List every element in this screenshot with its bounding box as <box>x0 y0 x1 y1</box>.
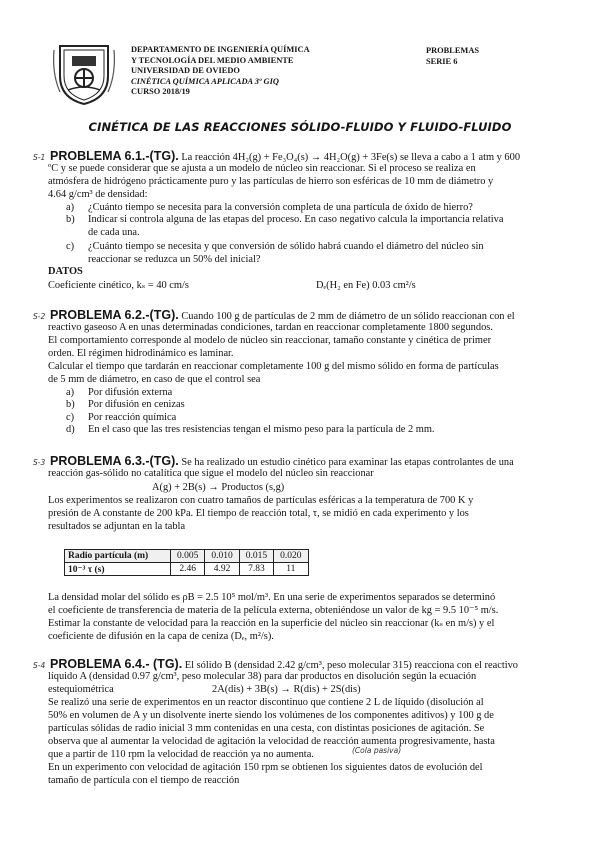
series-header <box>426 45 479 67</box>
problem-6-1-heading: PROBLEMA 6.1.-(TG). <box>50 149 179 163</box>
item-text: Por difusión externa <box>88 387 173 398</box>
item-text: reaccionar se reduzca un 50% del inicial? <box>88 253 261 265</box>
problem-text-line: La reacción 4H₂(g) + Fe₃O₄(s) → 4H₂O(g) + 3Fe(s) se lleva a cabo a 1 atm y 600 <box>181 152 521 163</box>
problem-text-line: que a partir de 110 rpm la velocidad de reacción ya no aumenta. <box>48 749 314 760</box>
margin-note: S-4 <box>33 661 46 670</box>
list-item <box>66 424 435 436</box>
list-item <box>66 387 435 399</box>
item-text: de cada una. <box>88 226 140 238</box>
item-label: b) <box>66 399 75 411</box>
table-cell: 4.92 <box>205 563 239 576</box>
table-cell: 0.010 <box>205 550 239 563</box>
item-label: a) <box>66 202 75 213</box>
problem-text-line: coeficiente de difusión en la capa de ceniza (Dₑ, m²/s). <box>48 631 274 642</box>
problem-text-line: partículas sólidas de radio inicial 3 mm contenidas en una cesta, con distintas posiciones de agitación. Se <box>48 723 485 734</box>
table-row <box>65 550 309 563</box>
item-text: Indicar si controla alguna de las etapas del proceso. En caso negativo calcula la importancia relativa <box>88 214 504 226</box>
margin-note: S-2 <box>33 312 46 321</box>
table-cell: 11 <box>274 563 308 576</box>
problem-text-line: Se ha realizado un estudio cinético para examinar las etapas controlantes de una <box>181 457 514 468</box>
item-label: c) <box>66 411 75 423</box>
problem-text-line: 4.64 g/cm³ de densidad: <box>48 189 148 200</box>
table-header-cell: Radio partícula (m) <box>65 550 171 563</box>
problem-6-2-heading: PROBLEMA 6.2.-(TG). <box>50 308 179 322</box>
table-cell: 0.015 <box>239 550 273 563</box>
item-text: Por reacción química <box>88 411 177 423</box>
problem-text-line: reactivo gaseoso A en unas determinadas condiciones, tardan en reaccionar completamente 1800 segundos. <box>48 322 493 333</box>
problem-6-3-heading: PROBLEMA 6.3.-(TG). <box>50 454 179 468</box>
problem-text-line: Los experimentos se realizaron con cuatro tamaños de partículas esféricas a la temperatura de 700 K y <box>48 495 474 506</box>
dept-line: Y TECNOLOGÍA DEL MEDIO AMBIENTE <box>131 55 294 65</box>
problem-text-line: observa que al aumentar la velocidad de agitación la velocidad de reacción aumenta progresivamente, hasta <box>48 736 495 747</box>
item-text: Por difusión en cenizas <box>88 399 185 411</box>
dept-line: DEPARTAMENTO DE INGENIERÍA QUÍMICA <box>131 45 310 54</box>
list-item <box>66 214 503 239</box>
problem-text-line: 50% en volumen de A y un disolvente inerte siendo los volúmenes de los componentes aditivos) y 100 g de <box>48 710 494 721</box>
problem-text-line: atmósfera de hidrógeno prácticamente puro y las partículas de hierro son esféricas de 10 mm de diámetro y <box>48 176 494 187</box>
problem-text-line: de 5 mm de diámetro, en caso de que el control sea <box>48 374 261 385</box>
item-text: ¿Cuánto tiempo se necesita para la conversión completa de una partícula de óxido de hierro? <box>88 202 473 213</box>
list-item <box>66 412 435 424</box>
problem-text-line: Calcular el tiempo que tardarán en reaccionar completamente 100 g del mismo sólido en forma de partículas <box>48 361 499 372</box>
list-item <box>66 202 503 214</box>
item-label: b) <box>66 214 75 226</box>
series-label: SERIE 6 <box>426 57 458 66</box>
reaction-equation: 2A(dis) + 3B(s) → R(dis) + 2S(dis) <box>212 684 361 695</box>
table-cell: 0.020 <box>274 550 308 563</box>
problem-text-line: En un experimento con velocidad de agitación 150 rpm se obtienen los siguientes datos de evolución del <box>48 762 483 773</box>
department-header <box>131 45 411 98</box>
list-item <box>66 399 435 411</box>
problem-text-line: orden. El régimen hidrodinámico es laminar. <box>48 348 234 359</box>
margin-note: S-1 <box>33 153 46 162</box>
data-table <box>64 549 309 576</box>
item-label: c) <box>66 241 75 253</box>
university-seal-icon <box>52 40 116 106</box>
page-title: CINÉTICA DE LAS REACCIONES SÓLIDO-FLUIDO Y FLUIDO-FLUIDO <box>88 120 512 134</box>
reaction-equation: A(g) + 2B(s) → Productos (s,g) <box>152 482 285 493</box>
problem-text-line: el coeficiente de transferencia de materia de la película externa, obteniéndose un valor de kg = 9.5 10⁻⁵ m/s. <box>48 605 499 616</box>
problem-6-1-questions <box>66 202 503 266</box>
table-header-cell: 10⁻³ τ (s) <box>65 563 171 576</box>
problem-text-line: Cuando 100 g de partículas de 2 mm de diámetro de un sólido reaccionan con el <box>181 311 515 322</box>
table-cell: 0.005 <box>171 550 205 563</box>
table-cell: 7.83 <box>239 563 273 576</box>
handwritten-note: (Cola pasiva) <box>352 746 402 755</box>
problem-text-line: Se realizó una serie de experimentos en un reactor discontinuo que contiene 2 L de líquido (disolución al <box>48 697 484 708</box>
table-row <box>65 563 309 576</box>
margin-note: S-3 <box>33 458 46 467</box>
doc-type: PROBLEMAS <box>426 46 480 55</box>
problem-text-line: El sólido B (densidad 2.42 g/cm³, peso molecular 315) reacciona con el reactivo <box>184 660 518 671</box>
problem-text-line: líquido A (densidad 0.97 g/cm³, peso molecular 38) para dar productos en disolución según la ecuación <box>48 671 477 682</box>
list-item <box>66 241 503 266</box>
problem-6-2-questions <box>66 387 435 437</box>
problem-text-line: estequiométrica <box>48 684 114 695</box>
diffusion-coefficient: Dₑ(H₂ en Fe) 0.03 cm²/s <box>316 280 416 291</box>
dept-line: UNIVERSIDAD DE OVIEDO <box>131 66 240 76</box>
problem-text-line: tamaño de partícula con el tiempo de reacción <box>48 775 240 786</box>
table-cell: 2.46 <box>171 563 205 576</box>
problem-text-line: resultados se adjuntan en la tabla <box>48 521 186 532</box>
course-year: CURSO 2018/19 <box>131 87 190 97</box>
problem-text-line: Estimar la constante de velocidad para la reacción en la superficie del núcleo sin reaccionar (kₛ en m/s) y el <box>48 618 495 629</box>
item-text: En el caso que las tres resistencias tengan el mismo peso para la partícula de 2 mm. <box>88 424 435 436</box>
problem-text-line: ºC y se puede considerar que se ajusta a un modelo de núcleo sin reaccionar. Si el proceso se realiza en <box>48 163 476 174</box>
item-label: d) <box>66 424 75 436</box>
problem-text-line: La densidad molar del sólido es ρB = 2.5 10⁵ mol/m³. En una serie de experimentos separados se determinó <box>48 592 496 603</box>
item-text: ¿Cuánto tiempo se necesita y que conversión de sólido habrá cuando el diámetro del núcleo sin <box>88 241 484 253</box>
problem-text-line: presión de A constante de 200 kPa. El tiempo de reacción total, τ, se midió en cada experimento y los <box>48 508 469 519</box>
problem-text-line: El comportamiento corresponde al modelo de núcleo sin reaccionar, tamaño constante y cinética de primer <box>48 335 492 346</box>
item-label: a) <box>66 387 75 398</box>
problem-text-line: reacción gas-sólido no catalítica que sigue el modelo del núcleo sin reaccionar <box>48 468 374 479</box>
kinetic-coefficient: Coeficiente cinético, kₛ = 40 cm/s <box>48 280 189 291</box>
problem-6-4-heading: PROBLEMA 6.4.- (TG). <box>50 657 183 671</box>
datos-label: DATOS <box>48 266 83 277</box>
course-name: CINÉTICA QUÍMICA APLICADA 3º GIQ <box>131 76 279 86</box>
